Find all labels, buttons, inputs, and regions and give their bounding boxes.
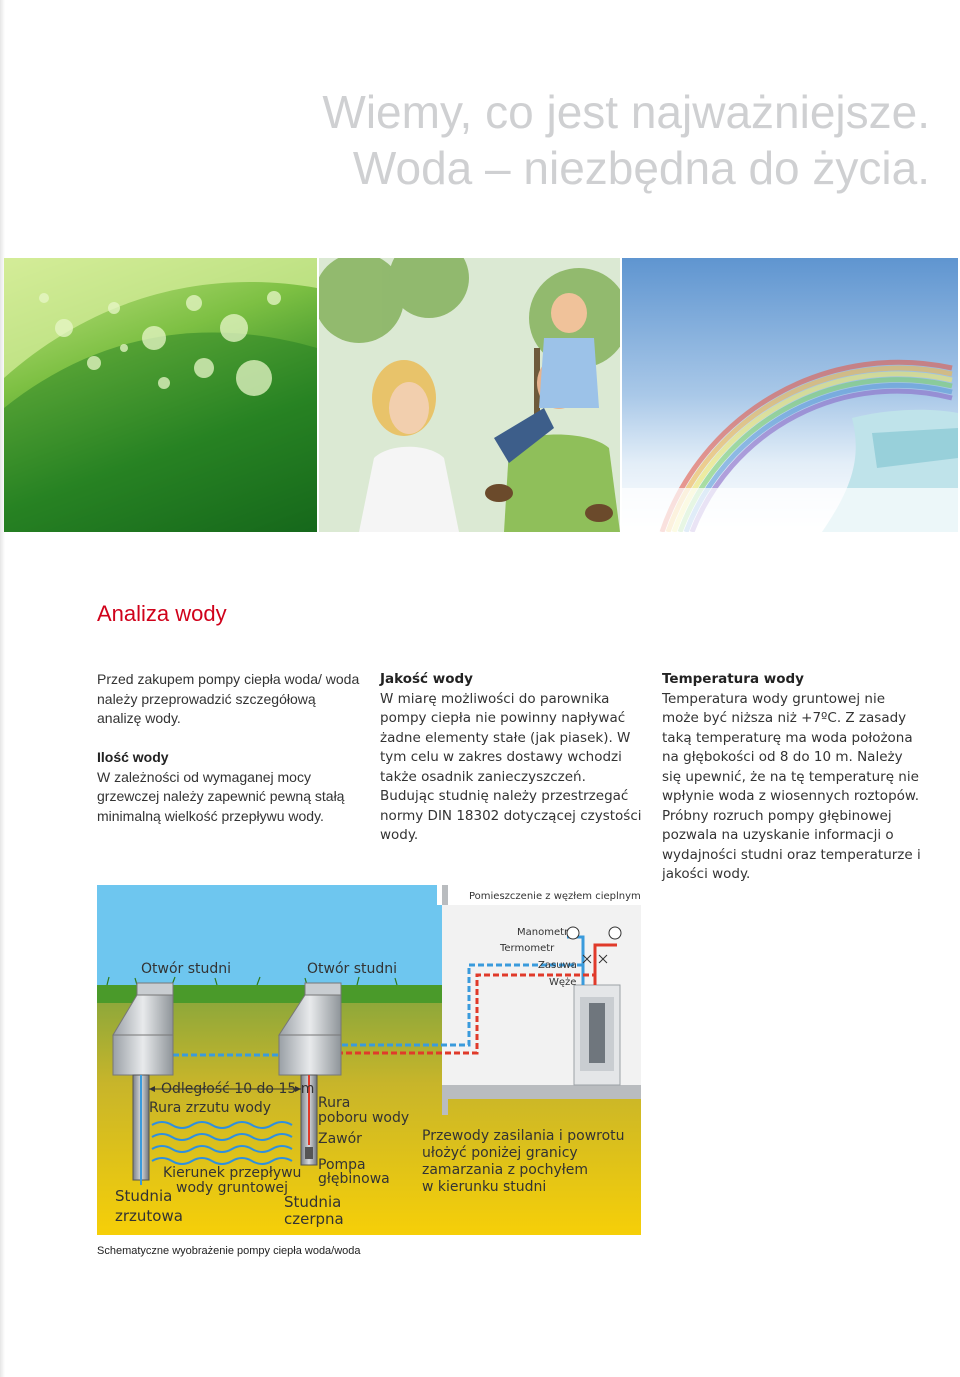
label-well-opening-left: Otwór studni [141, 961, 232, 977]
quantity-heading: Ilość wody [97, 749, 169, 765]
label-manometer: Manometr [517, 927, 569, 938]
building-floor [442, 1085, 641, 1099]
headline-line-1: Wiemy, co jest najważniejsze. [322, 86, 930, 138]
label-flow-direction-1: Kierunek przepływu [163, 1165, 302, 1181]
label-pipes-note-2: ułożyć poniżej granicy [422, 1145, 578, 1161]
temperature-text: Temperatura wody gruntowej nie może być niższa niż +7ºC. Z zasady taką temperaturę ma woda położona na głębokości od 8 do 10 m. Należy się upewnić, że na tę temperaturę nie wpłynie woda z wiosennych roztopów. Próbny rozruch pompy głębinowej pozwala na uzyskanie informacji o wydajności studni oraz temperaturze i jakości wody. [662, 690, 921, 882]
label-gate-valve: Zasuwa [538, 960, 577, 971]
label-valve: Zawór [318, 1131, 362, 1147]
label-flow-direction-2: wody gruntowej [176, 1180, 289, 1196]
quantity-text: W zależności od wymaganej mocy grzewczej należy zapewnić pewną stałą minimalną wielkość przepływu wody. [97, 768, 345, 824]
intro-text: Przed zakupem pompy ciepła woda/ woda należy przeprowadzić szczegółową analizę wody. [97, 671, 360, 726]
label-discharge-pipe: Rura zrzutu wody [149, 1100, 272, 1116]
quality-text: W miarę możliwości do parownika pompy ciepła nie powinny napływać żadne elementy stałe (jak piasek). W tym celu w zakres dostawy wchodzi także osadnik zanieczyszczeń. Budując studnię należy przestrzegać normy DIN 18302 dotyczącej czystości wody. [380, 690, 642, 843]
heat-pump-diagram [97, 885, 641, 1235]
label-thermometer: Termometr [500, 943, 555, 954]
label-discharge-well-2: zrzutowa [115, 1207, 183, 1225]
label-distance: Odległość 10 do 15 m [161, 1081, 315, 1097]
diagram-caption: Schematyczne wyobrażenie pompy ciepła woda/woda [97, 1245, 361, 1257]
label-well-opening-right: Otwór studni [307, 961, 398, 977]
label-discharge-well-1: Studnia [115, 1187, 173, 1205]
column-water-quality [380, 670, 642, 846]
quality-heading: Jakość wody [380, 671, 473, 687]
page-headline [250, 84, 930, 196]
column-water-temperature [662, 670, 924, 885]
rainbow-waterfall-photo [622, 258, 958, 532]
label-intake-pipe-1: Rura [318, 1095, 351, 1111]
label-supply-well-2: czerpna [284, 1210, 344, 1228]
section-title: Analiza wody [97, 601, 227, 626]
headline-line-2: Woda – niezbędna do życia. [352, 142, 930, 194]
leaf-water-drops-photo [4, 258, 317, 532]
label-room: Pomieszczenie z węzłem cieplnym [469, 891, 641, 902]
label-pump-1: Pompa [318, 1157, 366, 1173]
label-hoses: Węże [549, 977, 577, 988]
label-pipes-note-1: Przewody zasilania i powrotu [422, 1128, 625, 1144]
family-photo [319, 258, 620, 532]
label-intake-pipe-2: poboru wody [318, 1110, 410, 1126]
label-supply-well-1: Studnia [284, 1193, 342, 1211]
page-edge-shadow [0, 0, 5, 1377]
label-pipes-note-4: w kierunku studni [422, 1179, 547, 1195]
label-pipes-note-3: zamarzania z pochyłem [422, 1162, 588, 1178]
column-water-quantity [97, 670, 362, 826]
label-pump-2: głębinowa [318, 1171, 390, 1187]
temperature-heading: Temperatura wody [662, 671, 804, 687]
